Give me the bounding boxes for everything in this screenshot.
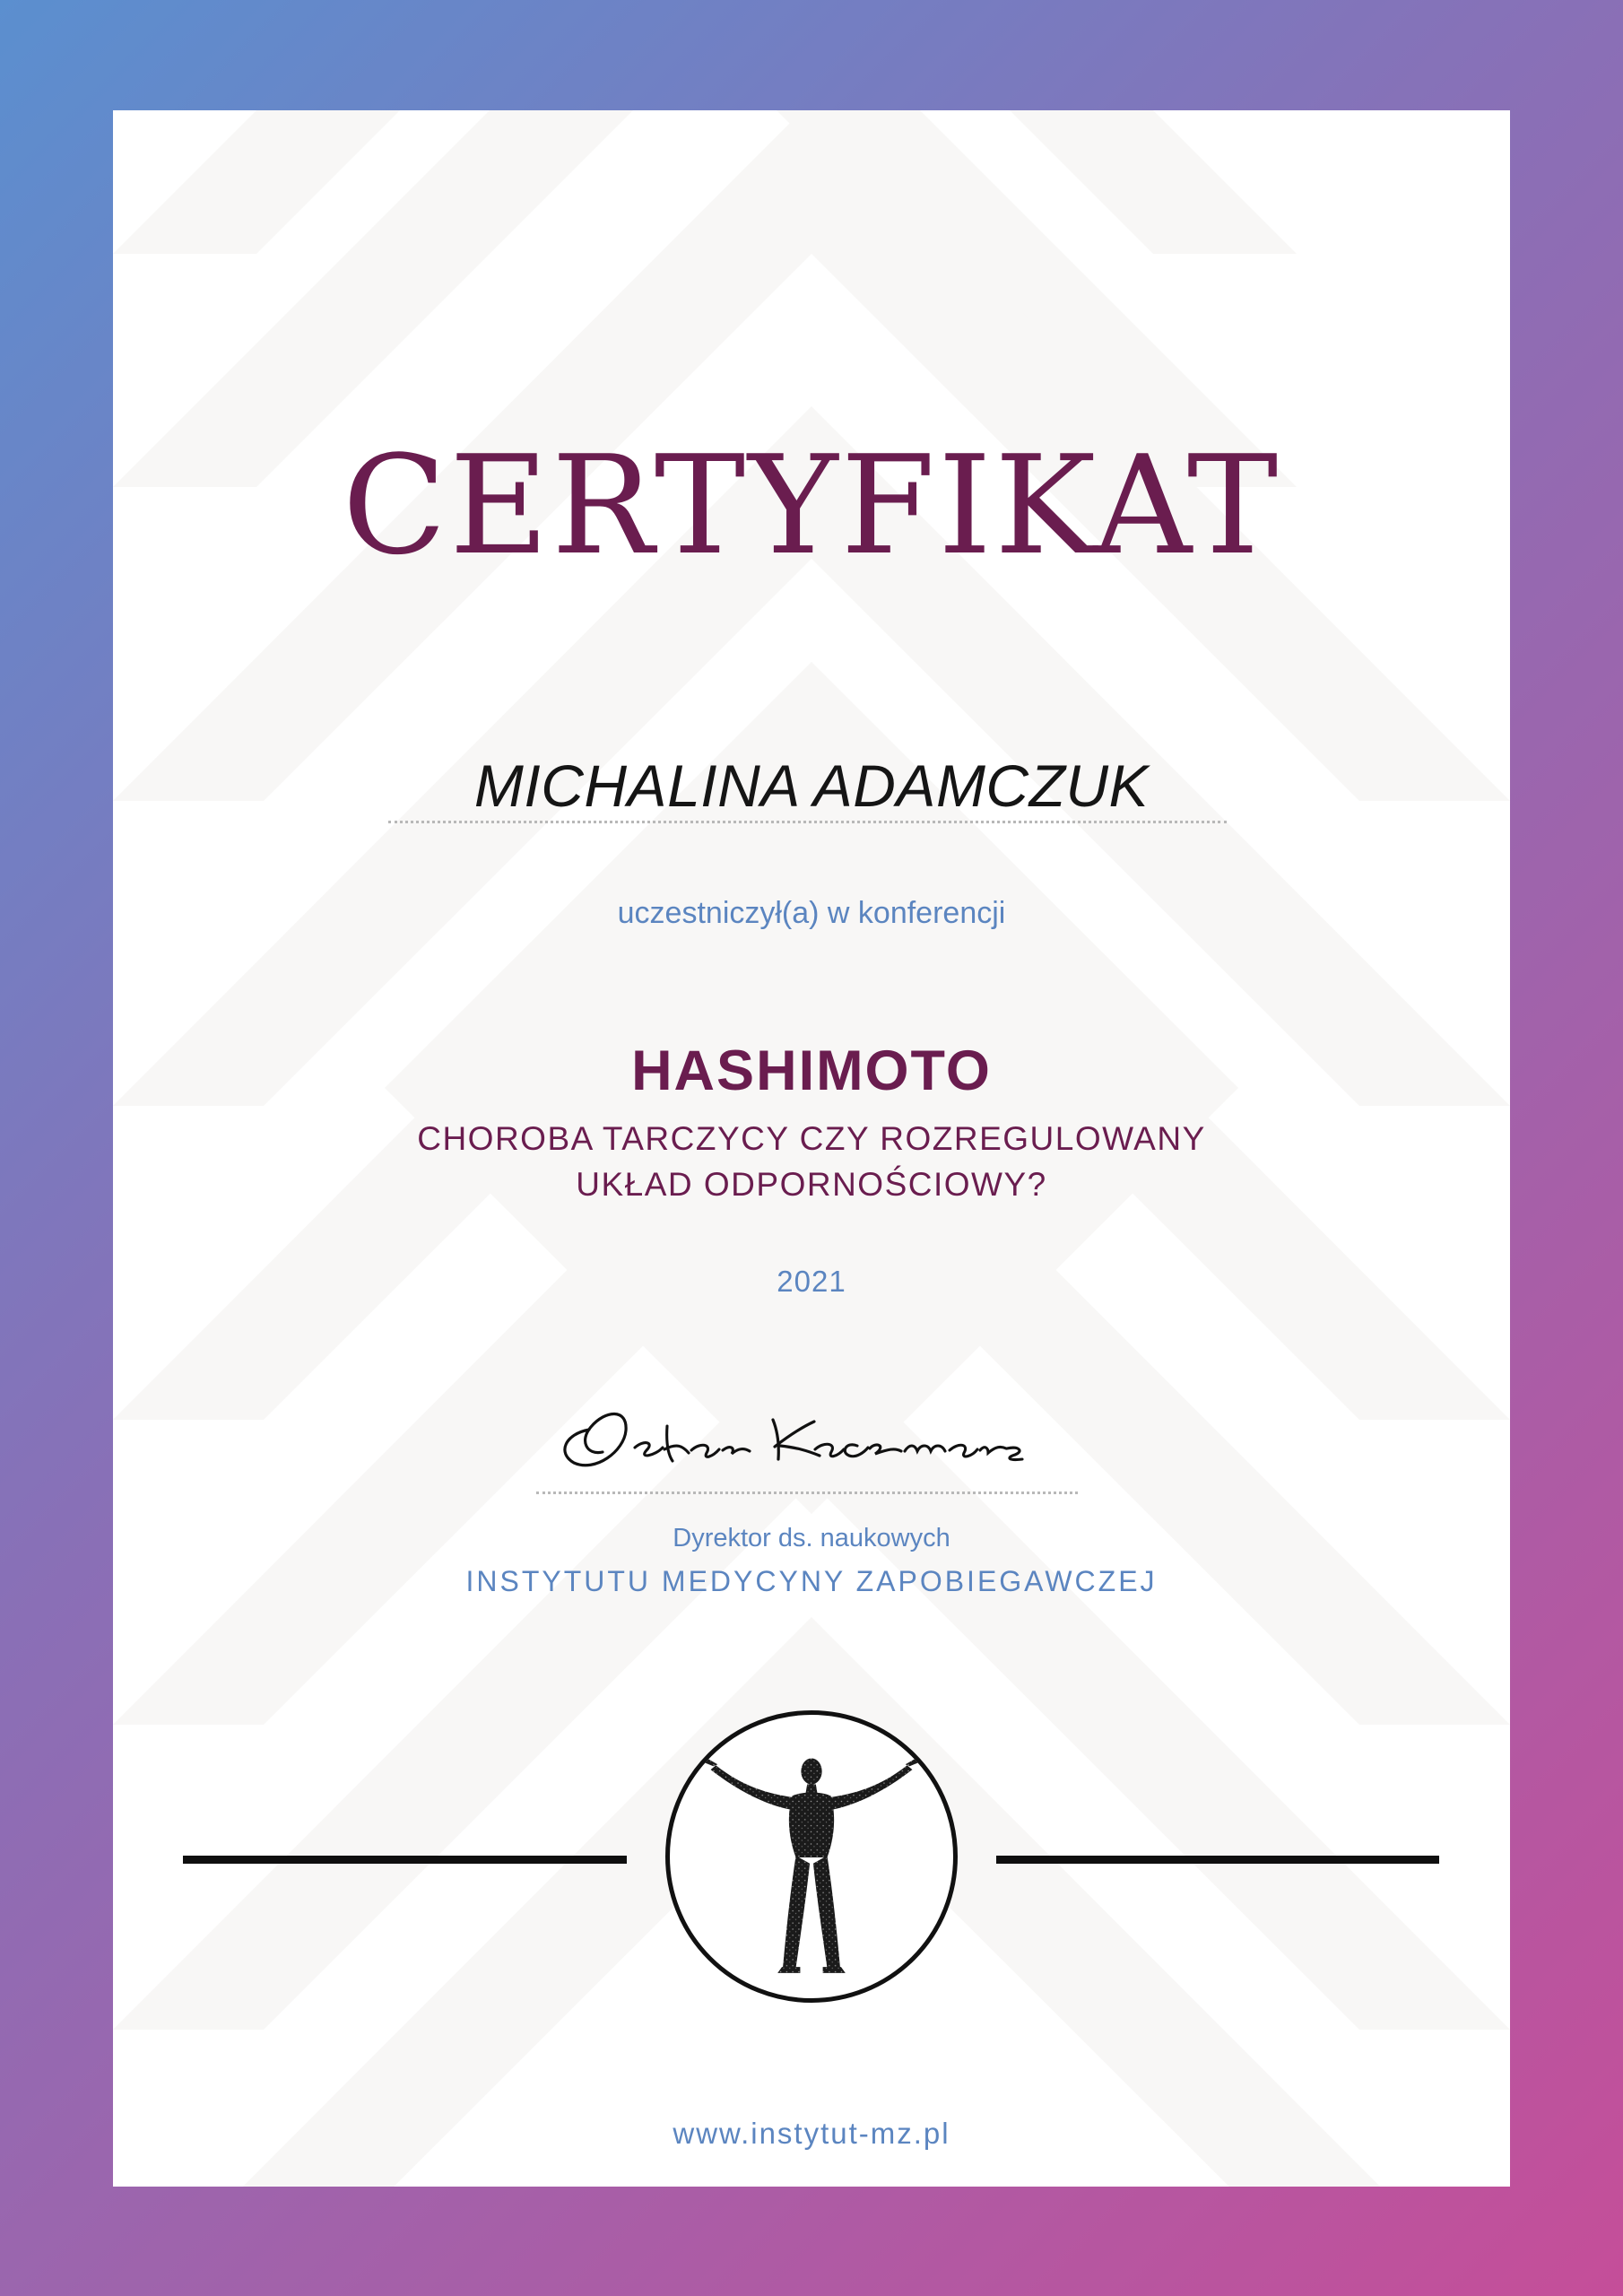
signature-dotted-line [536,1492,1078,1494]
event-subtitle-line-2: UKŁAD ODPORNOŚCIOWY? [576,1166,1047,1203]
event-subtitle-line-1: CHOROBA TARCZYCY CZY ROZREGULOWANY [417,1120,1206,1157]
emblem-left-rule [183,1856,627,1864]
institution-name: INSTYTUTU MEDYCYNY ZAPOBIEGAWCZEJ [465,1565,1158,1597]
certificate-paper [113,110,1510,2187]
emblem-right-rule [996,1856,1439,1864]
handwritten-signature-icon [542,1396,1026,1474]
event-subtitle [113,1116,1510,1207]
website-link[interactable]: www.instytut-mz.pl [673,2117,950,2150]
signatory-role: Dyrektor ds. naukowych [673,1524,950,1552]
recipient-dotted-line [388,821,1227,823]
participation-text: uczestniczył(a) w konferencji [617,896,1006,930]
event-title: HASHIMOTO [631,1039,992,1102]
certificate-content [113,110,1510,2187]
certificate-title: CERTYFIKAT [342,426,1281,585]
event-year: 2021 [777,1265,846,1298]
human-figure-emblem-icon [665,1710,958,2003]
recipient-name: MICHALINA ADAMCZUK [473,752,1150,819]
